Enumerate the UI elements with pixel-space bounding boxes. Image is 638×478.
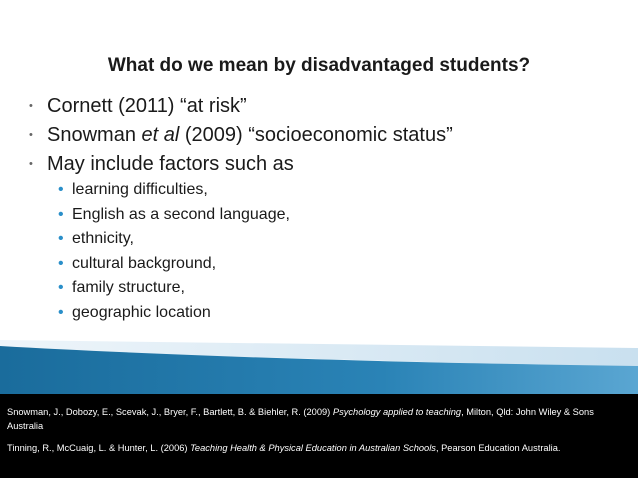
sub-bullet-text: family structure, [72,279,185,296]
bullet-text-rest: (2009) “socioeconomic status” [179,124,453,146]
sub-bullet-item [58,252,290,277]
bullet-text: Cornett (2011) “at risk” [47,95,247,117]
bullet-item [28,92,453,121]
sub-bullet-item [58,276,290,301]
sub-bullet-item [58,178,290,203]
sub-bullet-marker: • [58,279,64,296]
bullet-item [28,150,453,179]
bullet-marker: • [29,158,33,170]
reference-2-authors: Tinning, R., McCuaig, L. & Hunter, L. (2006) [7,443,191,453]
sub-bullet-marker: • [58,230,64,247]
bullet-marker: • [29,100,33,112]
bullet-marker: • [29,129,33,141]
sub-bullet-marker: • [58,303,64,321]
reference-1-title: Psychology applied to teaching [332,407,462,417]
sub-bullet-text: cultural background, [72,254,217,272]
sub-bullet-item [58,227,290,252]
bullet-text: Snowman [47,124,142,146]
reference-2-publisher: , Pearson Education Australia. [435,443,561,453]
reference-1-authors: Snowman, J., Dobozy, E., Scevak, J., Bryer, F., Bartlett, B. & Biehler, R. (2009) [7,407,333,417]
sub-bullet-marker: • [58,254,64,272]
bullet-emphasis: et al [141,124,180,146]
sub-bullet-list [58,178,290,325]
sub-bullet-marker: • [58,205,64,223]
reference-2 [7,441,632,455]
slide-title: What do we mean by disadvantaged students? [107,55,531,76]
reference-2-title: Teaching Health & Physical Education in Australian Schools [190,443,436,453]
reference-1-publisher: , Milton, Qld: John Wiley & Sons Australia [7,407,594,431]
decorative-wave-band [0,340,638,396]
sub-bullet-item [58,203,290,228]
sub-bullet-item [58,301,290,326]
references-panel [0,394,638,478]
sub-bullet-text: English as a second language, [72,205,290,223]
sub-bullet-text: learning difficulties, [72,181,208,198]
sub-bullet-marker: • [58,181,64,198]
sub-bullet-text: geographic location [72,303,211,321]
sub-bullet-text: ethnicity, [72,230,134,247]
bullet-text: May include factors such as [47,153,294,175]
bullet-item [28,121,453,150]
reference-1 [7,405,632,433]
bullet-list [28,92,453,179]
